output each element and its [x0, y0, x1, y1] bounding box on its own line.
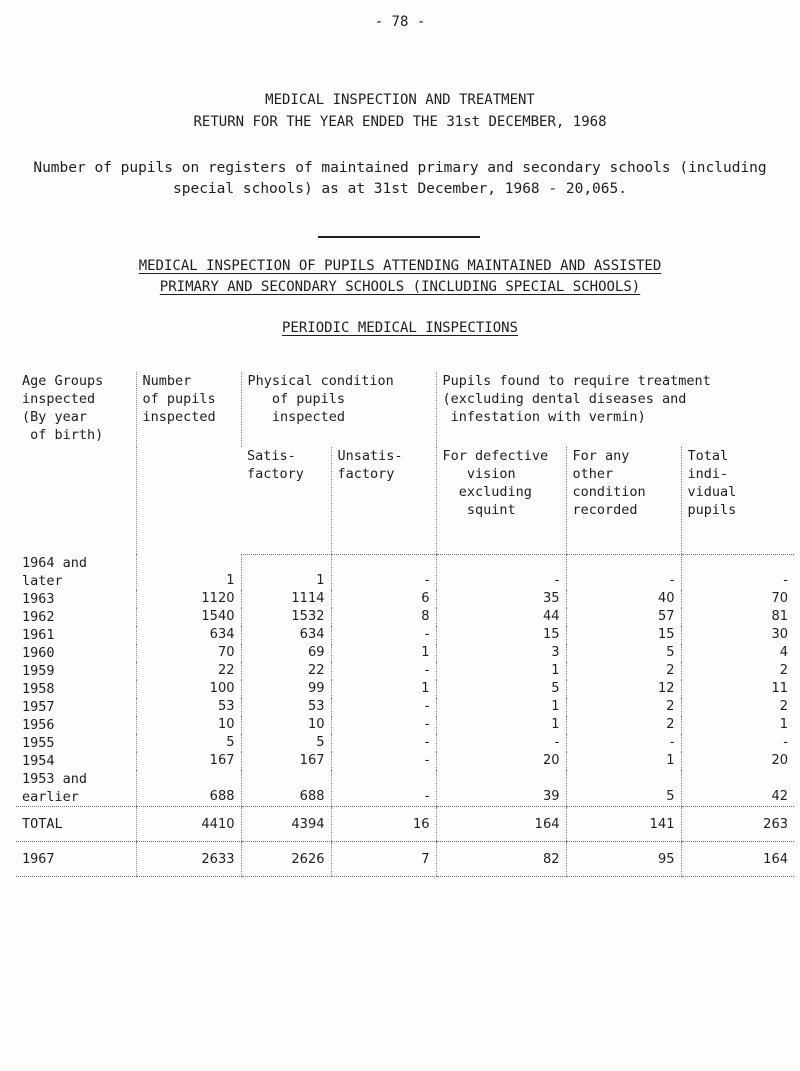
previous-pupils: 164	[681, 842, 794, 877]
vision-cell: 1	[436, 698, 566, 716]
year-cell: 1961	[22, 627, 55, 643]
unsatisfactory-cell: -	[331, 698, 436, 716]
header-age-groups: Age Groups inspected (By year of birth)	[22, 373, 104, 443]
unsatisfactory-cell: -	[331, 716, 436, 734]
table-row	[16, 770, 794, 807]
number-cell: 70	[136, 644, 241, 662]
total-unsatisfactory: 16	[331, 807, 436, 842]
year-cell: 1956	[22, 717, 55, 733]
header-other-condition: For any other condition recorded	[566, 447, 681, 554]
total-cell: 70	[681, 590, 794, 608]
total-vision: 164	[436, 807, 566, 842]
header-number-inspected: Number of pupils inspected	[136, 372, 241, 554]
other-cell: -	[566, 554, 681, 590]
vision-cell: -	[436, 554, 566, 590]
unsatisfactory-cell: -	[331, 770, 436, 807]
number-cell: 688	[136, 770, 241, 807]
other-cell: 57	[566, 608, 681, 626]
previous-label: 1967	[16, 842, 136, 877]
previous-satisfactory: 2626	[241, 842, 331, 877]
other-cell: 5	[566, 644, 681, 662]
vision-cell: -	[436, 734, 566, 752]
total-cell: 42	[681, 770, 794, 807]
total-label: TOTAL	[16, 807, 136, 842]
total-cell: -	[681, 734, 794, 752]
header-defective-vision: For defective vision excluding squint	[436, 447, 566, 554]
inspection-table	[16, 372, 794, 877]
unsatisfactory-cell: -	[331, 734, 436, 752]
total-row	[16, 807, 794, 842]
year-cell: 1960	[22, 645, 55, 661]
table-row	[16, 662, 794, 680]
number-cell: 1540	[136, 608, 241, 626]
other-cell: 15	[566, 626, 681, 644]
unsatisfactory-cell: -	[331, 554, 436, 590]
total-cell: 11	[681, 680, 794, 698]
table-row	[16, 698, 794, 716]
section-title-line-2: PRIMARY AND SECONDARY SCHOOLS (INCLUDING SPECIAL SCHOOLS)	[159, 279, 641, 295]
other-cell: 2	[566, 698, 681, 716]
satisfactory-cell: 53	[241, 698, 331, 716]
total-cell: 2	[681, 662, 794, 680]
year-cell: 1958	[22, 681, 55, 697]
total-cell: 81	[681, 608, 794, 626]
year-cell: 1962	[22, 609, 55, 625]
number-cell: 22	[136, 662, 241, 680]
header-total-pupils: Total indi- vidual pupils	[681, 447, 794, 554]
table-row	[16, 716, 794, 734]
satisfactory-cell: 10	[241, 716, 331, 734]
satisfactory-cell: 22	[241, 662, 331, 680]
previous-other: 95	[566, 842, 681, 877]
total-cell: 30	[681, 626, 794, 644]
satisfactory-cell: 634	[241, 626, 331, 644]
unsatisfactory-cell: 1	[331, 644, 436, 662]
vision-cell: 3	[436, 644, 566, 662]
year-cell: 1955	[22, 735, 55, 751]
vision-cell: 39	[436, 770, 566, 807]
year-cell: 1953 and earlier	[16, 770, 136, 807]
other-cell: 12	[566, 680, 681, 698]
table-row	[16, 590, 794, 608]
other-cell: 2	[566, 716, 681, 734]
vision-cell: 15	[436, 626, 566, 644]
vision-cell: 44	[436, 608, 566, 626]
previous-year-row	[16, 842, 794, 877]
satisfactory-cell: 69	[241, 644, 331, 662]
year-cell: 1957	[22, 699, 55, 715]
vision-cell: 5	[436, 680, 566, 698]
number-cell: 634	[136, 626, 241, 644]
total-other: 141	[566, 807, 681, 842]
total-number: 4410	[136, 807, 241, 842]
table-row	[16, 680, 794, 698]
unsatisfactory-cell: -	[331, 662, 436, 680]
table-row	[16, 752, 794, 770]
table-row	[16, 608, 794, 626]
vision-cell: 1	[436, 716, 566, 734]
number-cell: 167	[136, 752, 241, 770]
unsatisfactory-cell: 6	[331, 590, 436, 608]
vision-cell: 35	[436, 590, 566, 608]
number-cell: 53	[136, 698, 241, 716]
previous-unsatisfactory: 7	[331, 842, 436, 877]
table-row	[16, 644, 794, 662]
previous-vision: 82	[436, 842, 566, 877]
heading-line-2: RETURN FOR THE YEAR ENDED THE 31st DECEMBER, 1968	[193, 114, 607, 130]
number-cell: 10	[136, 716, 241, 734]
previous-number: 2633	[136, 842, 241, 877]
satisfactory-cell: 1532	[241, 608, 331, 626]
unsatisfactory-cell: -	[331, 626, 436, 644]
satisfactory-cell: 167	[241, 752, 331, 770]
other-cell: 5	[566, 770, 681, 807]
unsatisfactory-cell: -	[331, 752, 436, 770]
other-cell: 40	[566, 590, 681, 608]
header-unsatisfactory: Unsatis- factory	[331, 447, 436, 554]
section-title-line-1: MEDICAL INSPECTION OF PUPILS ATTENDING MAINTAINED AND ASSISTED	[138, 258, 662, 274]
heading-line-1: MEDICAL INSPECTION AND TREATMENT	[265, 92, 535, 108]
satisfactory-cell: 1	[241, 554, 331, 590]
satisfactory-cell: 99	[241, 680, 331, 698]
vision-cell: 20	[436, 752, 566, 770]
unsatisfactory-cell: 1	[331, 680, 436, 698]
total-cell: 4	[681, 644, 794, 662]
total-cell: 2	[681, 698, 794, 716]
year-cell: 1954	[22, 753, 55, 769]
other-cell: 1	[566, 752, 681, 770]
total-cell: 20	[681, 752, 794, 770]
header-satisfactory: Satis- factory	[241, 447, 331, 554]
number-cell: 5	[136, 734, 241, 752]
satisfactory-cell: 5	[241, 734, 331, 752]
satisfactory-cell: 1114	[241, 590, 331, 608]
table-row	[16, 626, 794, 644]
number-cell: 1	[136, 554, 241, 590]
total-pupils: 263	[681, 807, 794, 842]
other-cell: 2	[566, 662, 681, 680]
section-subtitle: PERIODIC MEDICAL INSPECTIONS	[281, 320, 518, 336]
year-cell: 1963	[22, 591, 55, 607]
unsatisfactory-cell: 8	[331, 608, 436, 626]
total-satisfactory: 4394	[241, 807, 331, 842]
divider-rule	[318, 236, 480, 238]
header-row-1	[16, 372, 794, 447]
number-cell: 100	[136, 680, 241, 698]
year-cell: 1964 and later	[22, 555, 88, 589]
other-cell: -	[566, 734, 681, 752]
number-cell: 1120	[136, 590, 241, 608]
vision-cell: 1	[436, 662, 566, 680]
header-physical-condition: Physical condition of pupils inspected	[241, 372, 436, 447]
total-cell: -	[681, 554, 794, 590]
header-pupils-found: Pupils found to require treatment (excluding dental diseases and infestation with vermin)	[436, 372, 794, 447]
satisfactory-cell: 688	[241, 770, 331, 807]
table-row	[16, 734, 794, 752]
page-number: - 78 -	[374, 14, 426, 30]
year-cell: 1959	[22, 663, 55, 679]
intro-paragraph: Number of pupils on registers of maintained primary and secondary schools (including special schools) as at 31st December, 1968 - 20,065.	[33, 160, 767, 197]
table-row	[16, 554, 794, 590]
total-cell: 1	[681, 716, 794, 734]
